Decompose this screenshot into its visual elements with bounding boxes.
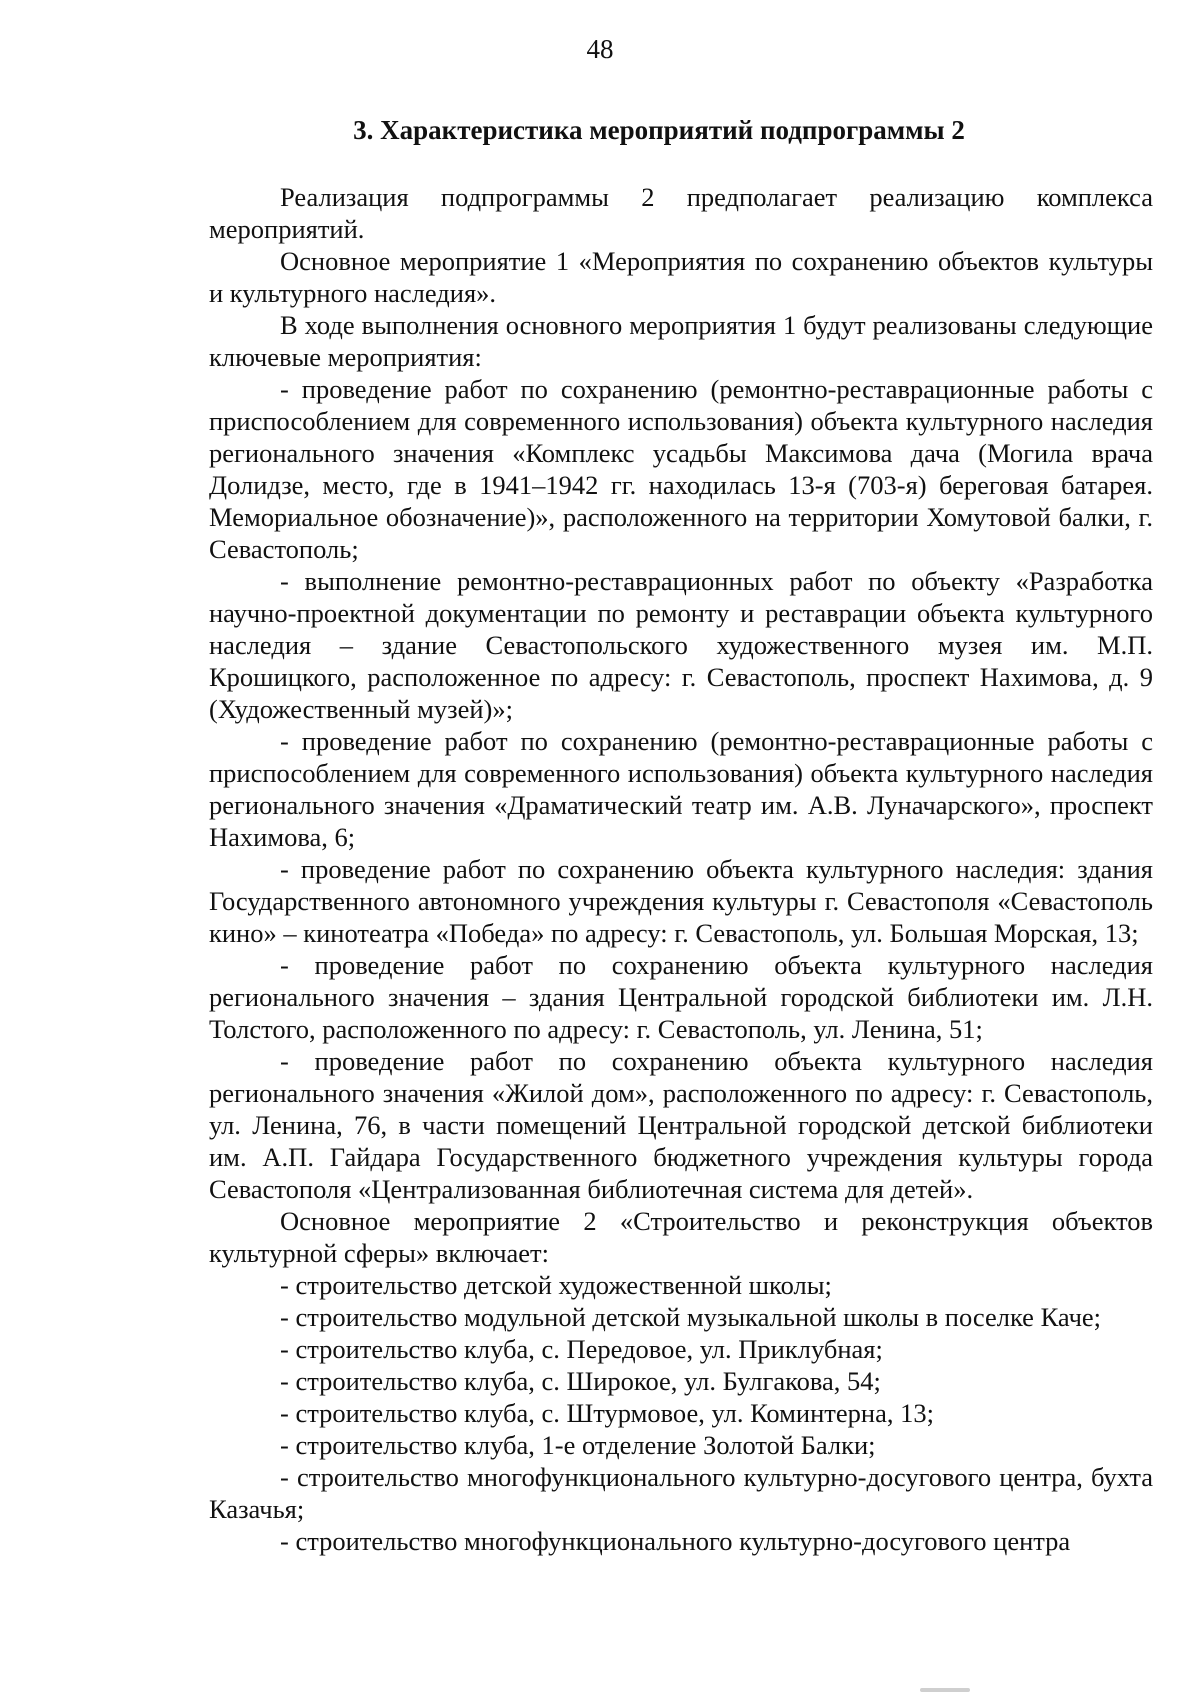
list-item-tolstoy-library: - проведение работ по сохранению объекта культурного наследия регионального значения – здания Центральной городской библиотеки им. Л.Н. Толстого, расположенного по адресу: г. Севастополь, ул. Ленина, 51;: [209, 950, 1153, 1044]
list-item-art-museum: - выполнение ремонтно-реставрационных работ по объекту «Разработка научно-проектной документации по ремонту и реставрации объекта культурного наследия – здание Севастопольского художественного музея им. М.П. Крошицкого, расположенное по адресу: г. Севастополь, проспект Нахимова, д. 9 (Художественный музей)»;: [209, 566, 1153, 724]
paragraph-main-activity-2: Основное мероприятие 2 «Строительство и реконструкция объектов культурной сферы» включает:: [209, 1206, 1153, 1268]
paragraph-key-activities: В ходе выполнения основного мероприятия 1 будут реализованы следующие ключевые мероприятия:: [209, 310, 1153, 372]
list-item-club-zolotaya-balka: - строительство клуба, 1-е отделение Золотой Балки;: [280, 1430, 876, 1460]
scan-smudge: [920, 1688, 970, 1692]
list-item-maksimova-dacha: - проведение работ по сохранению (ремонтно-реставрационные работы с приспособлением для современного использования) объекта культурного наследия регионального значения «Комплекс усадьбы Максимова дача (Могила врача Долидзе, место, где в 1941–1942 гг. находилась 13-я (703-я) береговая батарея. Мемориальное обозначение)», расположенного на территории Хомутовой балки, г. Севастополь;: [209, 374, 1153, 564]
paragraph-main-activity-1: Основное мероприятие 1 «Мероприятия по сохранению объектов культуры и культурного наследия».: [209, 246, 1153, 308]
list-item-club-shturmovoe: - строительство клуба, с. Штурмовое, ул. Коминтерна, 13;: [280, 1398, 934, 1428]
list-item-cinema-pobeda: - проведение работ по сохранению объекта культурного наследия: здания Государственного автономного учреждения культуры г. Севастополя «Севастополь кино» – кинотеатра «Победа» по адресу: г. Севастополь, ул. Большая Морская, 13;: [209, 854, 1153, 948]
paragraph-intro: Реализация подпрограммы 2 предполагает реализацию комплекса мероприятий.: [209, 182, 1153, 244]
list-item-club-peredovoe: - строительство клуба, с. Передовое, ул. Приклубная;: [280, 1334, 883, 1364]
list-item-drama-theatre: - проведение работ по сохранению (ремонтно-реставрационные работы с приспособлением для современного использования) объекта культурного наследия регионального значения «Драматический театр им. А.В. Луначарского», проспект Нахимова, 6;: [209, 726, 1153, 852]
document-body: [209, 181, 1153, 1557]
list-item-center-kazachya: - строительство многофункционального культурно-досугового центра, бухта Казачья;: [209, 1462, 1153, 1524]
page-number: 48: [586, 34, 614, 64]
section-heading: 3. Характеристика мероприятий подпрограммы 2: [353, 115, 965, 145]
list-item-art-school: - строительство детской художественной школы;: [280, 1270, 832, 1300]
list-item-gaidar-library: - проведение работ по сохранению объекта культурного наследия регионального значения «Жилой дом», расположенного по адресу: г. Севастополь, ул. Ленина, 76, в части помещений Центральной городской детской библиотеки им. А.П. Гайдара Государственного бюджетного учреждения культуры города Севастополя «Централизованная библиотечная система для детей».: [209, 1046, 1153, 1204]
list-item-center-continued: - строительство многофункционального культурно-досугового центра: [280, 1526, 1071, 1556]
list-item-music-school: - строительство модульной детской музыкальной школы в поселке Каче;: [280, 1302, 1102, 1332]
list-item-club-shirokoe: - строительство клуба, с. Широкое, ул. Булгакова, 54;: [280, 1366, 881, 1396]
